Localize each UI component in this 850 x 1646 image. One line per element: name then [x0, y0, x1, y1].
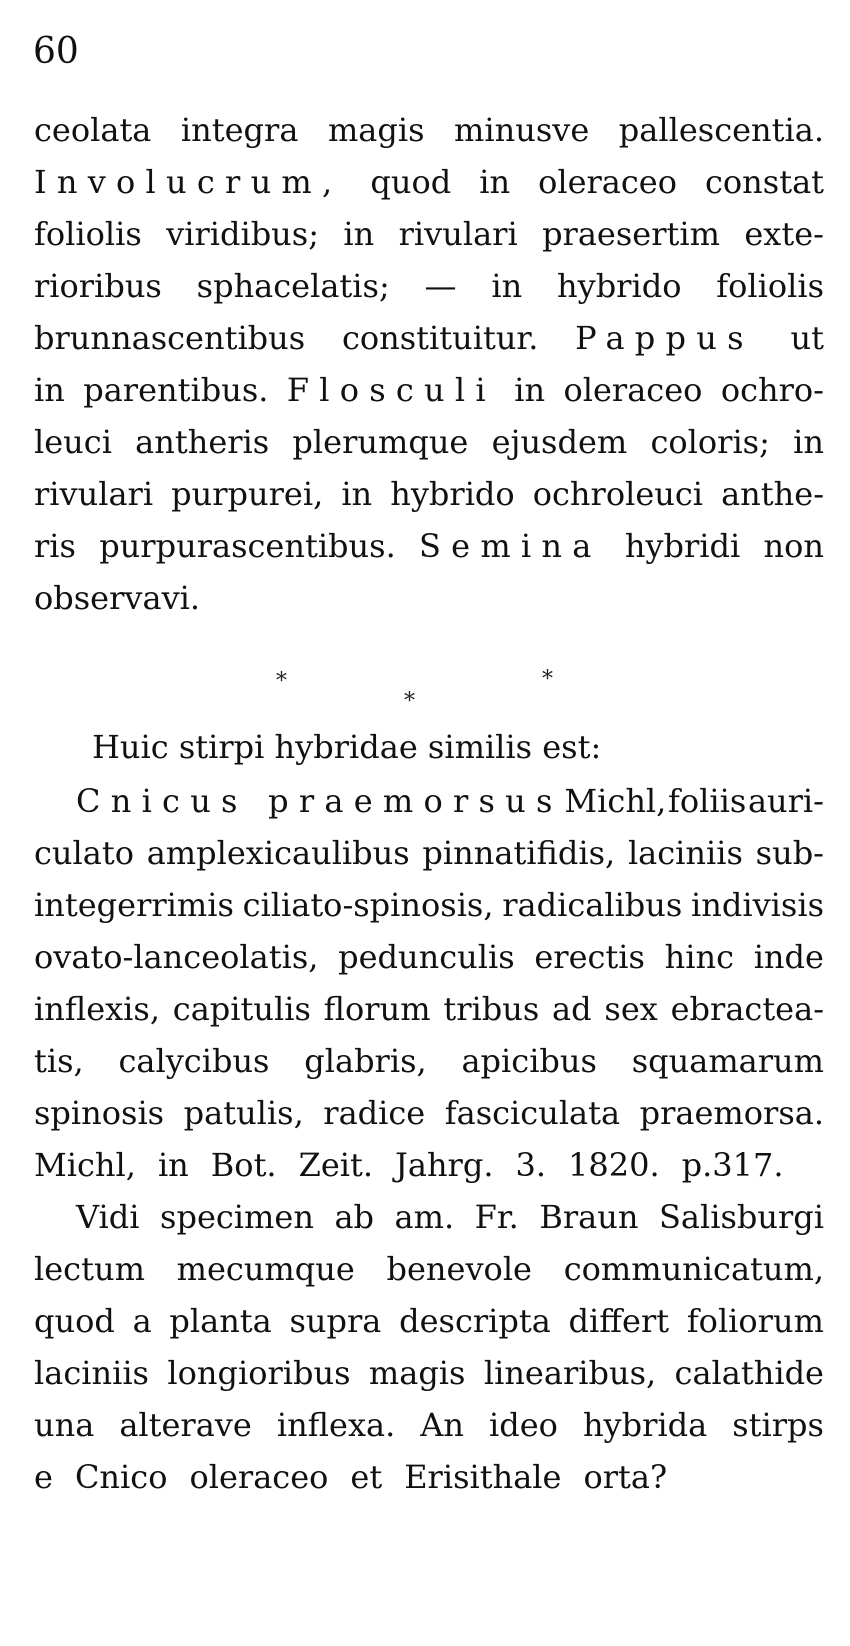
text-line [34, 1449, 824, 1505]
spaced-term: Flosculi [286, 371, 496, 409]
word: hybrido [390, 475, 515, 513]
word: ut [790, 319, 824, 357]
text-line [34, 206, 824, 262]
word: ad [552, 990, 592, 1028]
word: inflexis, [34, 990, 160, 1028]
word: Bot. [210, 1146, 277, 1184]
page-number: 60 [33, 31, 79, 72]
text-line [34, 310, 824, 366]
word: florum [323, 990, 431, 1028]
word: ideo [489, 1406, 558, 1444]
asterisk-ornament: * [542, 667, 553, 692]
word: ovato-lanceolatis, [34, 938, 319, 976]
text-line [34, 466, 824, 522]
word: Salisburgi [659, 1198, 824, 1236]
word: Michl, [564, 782, 667, 820]
word: An [420, 1406, 464, 1444]
word: Fr. [474, 1198, 519, 1236]
word: erectis [534, 938, 645, 976]
word: foliolis [716, 267, 824, 305]
asterisk-ornament: * [276, 669, 287, 694]
word: parentibus. [83, 371, 269, 409]
word: praesertim [542, 215, 720, 253]
word: purpurascentibus. [99, 527, 396, 565]
word: oleraceo [189, 1458, 329, 1496]
word: leuci [34, 423, 112, 461]
text-line [34, 1345, 824, 1401]
word: calycibus [118, 1042, 270, 1080]
word: p.317. [681, 1146, 784, 1184]
word: squamarum [631, 1042, 824, 1080]
word: spinosis [34, 1094, 165, 1132]
text-line [34, 258, 824, 314]
word: minusve [454, 111, 590, 149]
word: in [157, 1146, 189, 1184]
word: amplexicaulibus [146, 834, 410, 872]
word: quod [370, 163, 452, 201]
spaced-term: Pappus [575, 319, 754, 357]
word: sex [604, 990, 658, 1028]
word: observavi. [34, 579, 201, 617]
text-line [34, 1033, 824, 1089]
word: am. [394, 1198, 455, 1236]
word: glabris, [304, 1042, 427, 1080]
word: specimen [160, 1198, 314, 1236]
word: non [763, 527, 824, 565]
word: capitulis [172, 990, 311, 1028]
word: linearibus, [483, 1354, 657, 1392]
word: Zeit. [298, 1146, 374, 1184]
section-separator [0, 665, 850, 715]
word: communicatum, [563, 1250, 824, 1288]
word: longioribus [167, 1354, 351, 1392]
text-line [34, 1397, 824, 1453]
section-heading: Huic stirpi hybridae similis est: [92, 728, 602, 766]
word: Erisithale [404, 1458, 562, 1496]
word: tis, [34, 1042, 84, 1080]
text-line [34, 102, 824, 158]
word: hybrida [582, 1406, 708, 1444]
text-line [34, 825, 824, 881]
word: purpurei, [171, 475, 324, 513]
species-name: Cnicus praemorsus [76, 782, 563, 820]
word: oleraceo [538, 163, 677, 201]
word: Cnico [74, 1458, 168, 1496]
word: fasciculata [444, 1094, 621, 1132]
word: coloris; [650, 423, 770, 461]
word: in [514, 371, 546, 409]
word: laciniis [34, 1354, 149, 1392]
text-line [34, 1085, 824, 1141]
word: foliolis [34, 215, 142, 253]
word: exte- [744, 215, 824, 253]
word: sphacelatis; [196, 267, 390, 305]
word: alterave [119, 1406, 252, 1444]
word: stirps [732, 1406, 824, 1444]
word: tribus [443, 990, 540, 1028]
word: magis [327, 111, 425, 149]
text-line [76, 1189, 824, 1245]
word: pinnatifidis, [422, 834, 616, 872]
word: constat [704, 163, 824, 201]
word: rivulari [398, 215, 518, 253]
word: plerumque [292, 423, 469, 461]
word: hinc [664, 938, 734, 976]
word: in [34, 371, 65, 409]
word: in [793, 423, 824, 461]
word: ochroleuci [532, 475, 704, 513]
word: hybrido [557, 267, 682, 305]
word: indivisis [691, 886, 824, 924]
asterisk-ornament: * [404, 689, 415, 714]
word: viridibus; [166, 215, 319, 253]
word: e [34, 1458, 53, 1496]
word: foliis [668, 782, 747, 820]
word: ochro- [720, 371, 824, 409]
word: descripta [399, 1302, 551, 1340]
text-line [34, 518, 824, 574]
word: ciliato-spinosis, [242, 886, 494, 924]
word: — [424, 267, 457, 305]
word: Braun [539, 1198, 639, 1236]
word: mecumque [176, 1250, 355, 1288]
word: rivulari [34, 475, 154, 513]
word: inflexa. [276, 1406, 396, 1444]
text-line [34, 570, 824, 626]
word: ris [34, 527, 76, 565]
word: in [491, 267, 523, 305]
word: in [479, 163, 511, 201]
word: constituitur. [341, 319, 539, 357]
word: sub- [755, 834, 824, 872]
word: ab [334, 1198, 375, 1236]
text-line [34, 1241, 824, 1297]
text-line [76, 773, 824, 829]
text-line [34, 877, 824, 933]
word: calathide [674, 1354, 824, 1392]
word: ceolata [34, 111, 152, 149]
word: lectum [34, 1250, 145, 1288]
spaced-term: Semina [418, 527, 602, 565]
word: quod [34, 1302, 115, 1340]
word: laciniis [627, 834, 743, 872]
word: foliorum [686, 1302, 824, 1340]
text-line [34, 362, 824, 418]
word: Jahrg. [395, 1146, 494, 1184]
word: orta? [583, 1458, 668, 1496]
word: anthe- [721, 475, 824, 513]
word: Michl, [34, 1146, 136, 1184]
text-line [34, 929, 824, 985]
text-line [34, 1293, 824, 1349]
word: benevole [386, 1250, 532, 1288]
word: auri- [747, 782, 824, 820]
word: in [341, 475, 373, 513]
word: radicalibus [502, 886, 683, 924]
word: 1820. [568, 1146, 660, 1184]
word: antheris [135, 423, 270, 461]
text-line [34, 414, 824, 470]
word: supra [289, 1302, 382, 1340]
word: brunnascentibus [34, 319, 306, 357]
word: culato [34, 834, 134, 872]
text-line [34, 981, 824, 1037]
word: apicibus [461, 1042, 597, 1080]
word: hybridi [624, 527, 741, 565]
word: magis [368, 1354, 466, 1392]
spaced-term: Involucrum, [34, 163, 343, 201]
word: planta [169, 1302, 272, 1340]
word: integerrimis [34, 886, 234, 924]
word: una [34, 1406, 95, 1444]
word: pallescentia. [618, 111, 824, 149]
text-line [34, 154, 824, 210]
word: in [343, 215, 375, 253]
word: ejusdem [491, 423, 628, 461]
word: inde [753, 938, 824, 976]
word: et [350, 1458, 383, 1496]
word: praemorsa. [639, 1094, 824, 1132]
word: Vidi [76, 1198, 140, 1236]
word: differt [568, 1302, 670, 1340]
word: 3. [515, 1146, 547, 1184]
word: ebractea- [670, 990, 824, 1028]
word: patulis, [183, 1094, 304, 1132]
word: rioribus [34, 267, 162, 305]
text-line [34, 1137, 824, 1193]
word: integra [180, 111, 299, 149]
word: a [132, 1302, 152, 1340]
word: pedunculis [338, 938, 515, 976]
word: oleraceo [563, 371, 703, 409]
word: radice [323, 1094, 426, 1132]
